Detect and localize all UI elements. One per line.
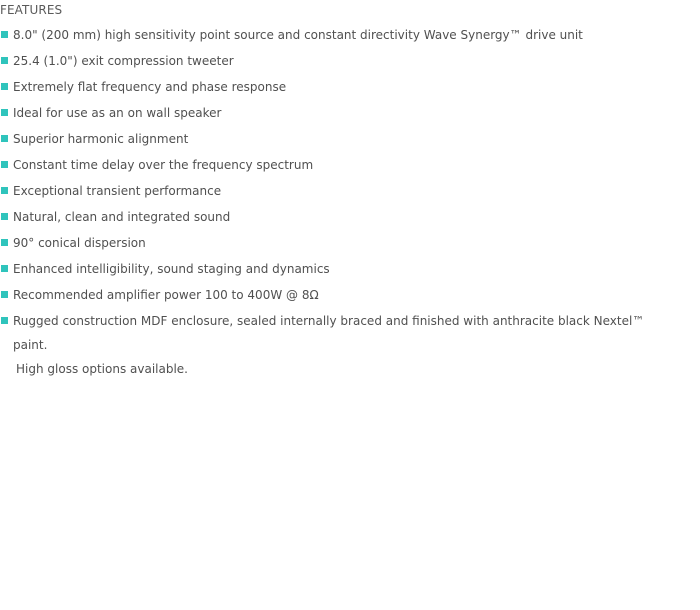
features-list	[0, 27, 690, 381]
bullet-square-icon	[1, 135, 8, 142]
bullet-square-icon	[1, 109, 8, 116]
feature-text: 90° conical dispersion	[13, 236, 146, 250]
bullet-square-icon	[1, 83, 8, 90]
bullet-square-icon	[1, 57, 8, 64]
feature-text: Constant time delay over the frequency spectrum	[13, 158, 314, 172]
feature-item-on-wall	[0, 105, 690, 131]
feature-text: Extremely flat frequency and phase response	[13, 80, 287, 94]
features-heading: FEATURES	[0, 3, 63, 17]
feature-text: 8.0" (200 mm) high sensitivity point source and constant directivity Wave Synergy™ drive unit	[13, 28, 583, 42]
bullet-square-icon	[1, 265, 8, 272]
feature-item-sound	[0, 209, 690, 235]
bullet-square-icon	[1, 187, 8, 194]
feature-item-tweeter	[0, 53, 690, 79]
feature-item-construction	[0, 309, 690, 381]
feature-item-time-delay	[0, 157, 690, 183]
bullet-square-icon	[1, 317, 8, 324]
bullet-square-icon	[1, 161, 8, 168]
feature-text: Enhanced intelligibility, sound staging and dynamics	[13, 262, 330, 276]
feature-text: Superior harmonic alignment	[13, 132, 189, 146]
feature-text: Recommended amplifier power 100 to 400W @ 8Ω	[13, 288, 319, 302]
bullet-square-icon	[1, 31, 8, 38]
feature-text: Exceptional transient performance	[13, 184, 222, 198]
feature-item-dispersion	[0, 235, 690, 261]
bullet-square-icon	[1, 239, 8, 246]
feature-item-harmonic-alignment	[0, 131, 690, 157]
feature-text: Rugged construction MDF enclosure, sealed internally braced and finished with anthracite black Nextel™ paint.	[13, 314, 645, 352]
bullet-square-icon	[1, 291, 8, 298]
feature-text: 25.4 (1.0") exit compression tweeter	[13, 54, 234, 68]
feature-item-intelligibility	[0, 261, 690, 287]
feature-item-drive-unit	[0, 27, 690, 53]
feature-text-continued: High gloss options available.	[16, 362, 188, 376]
bullet-square-icon	[1, 213, 8, 220]
feature-item-transient	[0, 183, 690, 209]
feature-text: Ideal for use as an on wall speaker	[13, 106, 222, 120]
feature-item-frequency-response	[0, 79, 690, 105]
feature-text: Natural, clean and integrated sound	[13, 210, 231, 224]
